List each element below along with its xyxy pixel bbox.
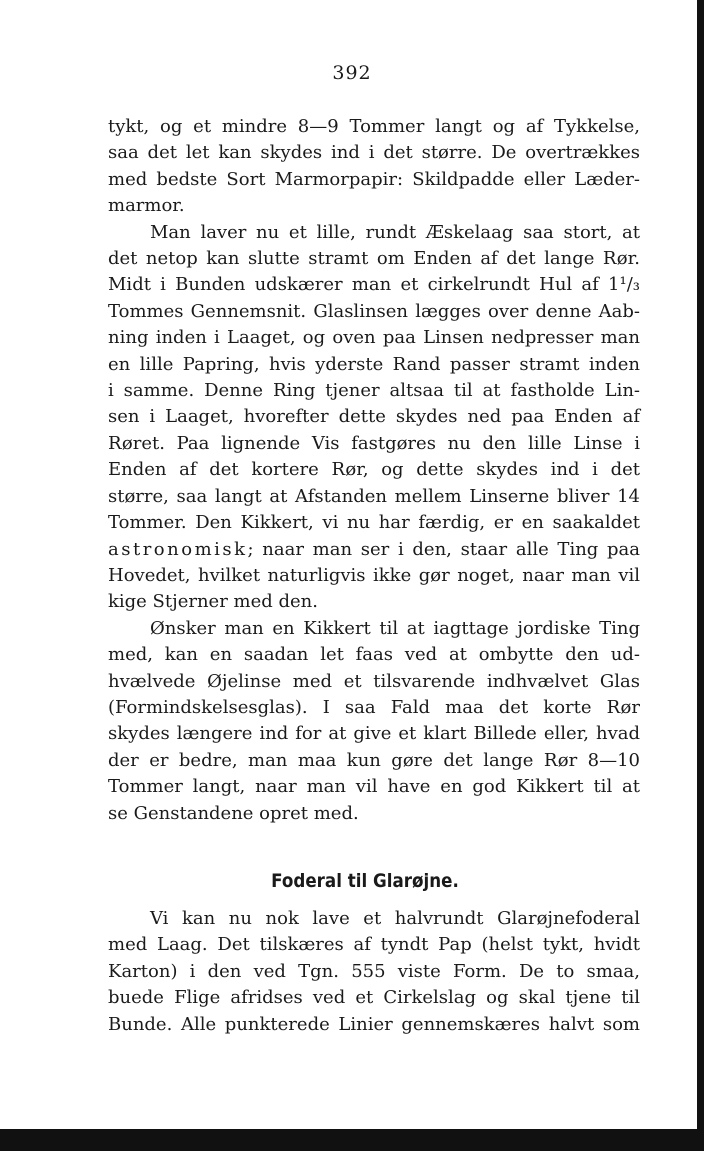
page-number: 392 (332, 62, 372, 84)
section-heading: Foderal til Glarøjne. (271, 870, 459, 892)
text-line: større, saa langt at Afstanden mellem Linserne bliver 14 (108, 485, 640, 507)
scan-edge-right (697, 0, 704, 1151)
text-line: se Genstandene opret med. (108, 802, 359, 824)
text-line: med, kan en saadan let faas ved at ombytte den ud- (108, 644, 640, 666)
text-line: Røret. Paa lignende Vis fastgøres nu den lille Linse i (108, 432, 640, 454)
text-line: buede Flige afridses ved et Cirkelslag og skal tjene til (108, 987, 640, 1009)
text-line: tykt, og et mindre 8—9 Tommer langt og af Tykkelse, (108, 116, 640, 137)
text-line: hvælvede Øjelinse med et tilsvarende indhvælvet Glas (108, 670, 640, 692)
text-line: i samme. Denne Ring tjener altsaa til at fastholde Lin- (108, 380, 640, 402)
text-line: en lille Papring, hvis yderste Rand passer stramt inden (108, 353, 640, 375)
text-line: Ønsker man en Kikkert til at iagttage jordiske Ting (150, 617, 640, 639)
text-line: Tommes Gennemsnit. Glaslinsen lægges over denne Aab- (108, 300, 640, 322)
text-line: der er bedre, man maa kun gøre det lange Rør 8—10 (108, 749, 640, 771)
text-line: sen i Laaget, hvorefter dette skydes ned paa Enden af (108, 406, 640, 428)
text-line: skydes længere ind for at give et klart Billede eller, hvad (108, 723, 640, 745)
text-line: marmor. (108, 195, 185, 217)
text-line: saa det let kan skydes ind i det større. De overtrækkes (108, 142, 640, 164)
text-line (108, 537, 640, 563)
text-line: ning inden i Laaget, og oven paa Linsen nedpresser man (108, 327, 640, 349)
text-line-rest: ; naar man ser i den, staar alle Ting paa (247, 538, 640, 560)
spaced-emphasis-word: astronomisk (108, 538, 248, 560)
body-text-top (108, 114, 640, 827)
text-line: Karton) i den ved Tgn. 555 viste Form. De to smaa, (108, 960, 640, 982)
body-text-bottom (108, 906, 640, 1038)
text-line: Enden af det kortere Rør, og dette skydes ind i det (108, 459, 640, 481)
text-line: Bunde. Alle punkterede Linier gennemskæres halvt som (108, 1013, 640, 1035)
scan-edge-bottom (0, 1129, 704, 1151)
text-line: Vi kan nu nok lave et halvrundt Glarøjnefoderal (150, 908, 640, 929)
text-line: kige Stjerner med den. (108, 591, 318, 613)
text-line: Man laver nu et lille, rundt Æskelaag saa stort, at (150, 221, 640, 243)
text-line: (Formindskelsesglas). I saa Fald maa det korte Rør (108, 696, 640, 718)
text-line: Midt i Bunden udskærer man et cirkelrundt Hul af 1¹/₃ (108, 274, 640, 296)
text-line: med Laag. Det tilskæres af tyndt Pap (helst tykt, hvidt (108, 934, 640, 956)
text-line: Tommer langt, naar man vil have en god Kikkert til at (108, 776, 640, 798)
text-line: med bedste Sort Marmorpapir: Skildpadde eller Læder- (108, 168, 640, 190)
text-line: det netop kan slutte stramt om Enden af det lange Rør. (108, 248, 640, 270)
text-line: Tommer. Den Kikkert, vi nu har færdig, er en saakaldet (108, 512, 640, 534)
text-line: Hovedet, hvilket naturligvis ikke gør noget, naar man vil (108, 564, 640, 586)
